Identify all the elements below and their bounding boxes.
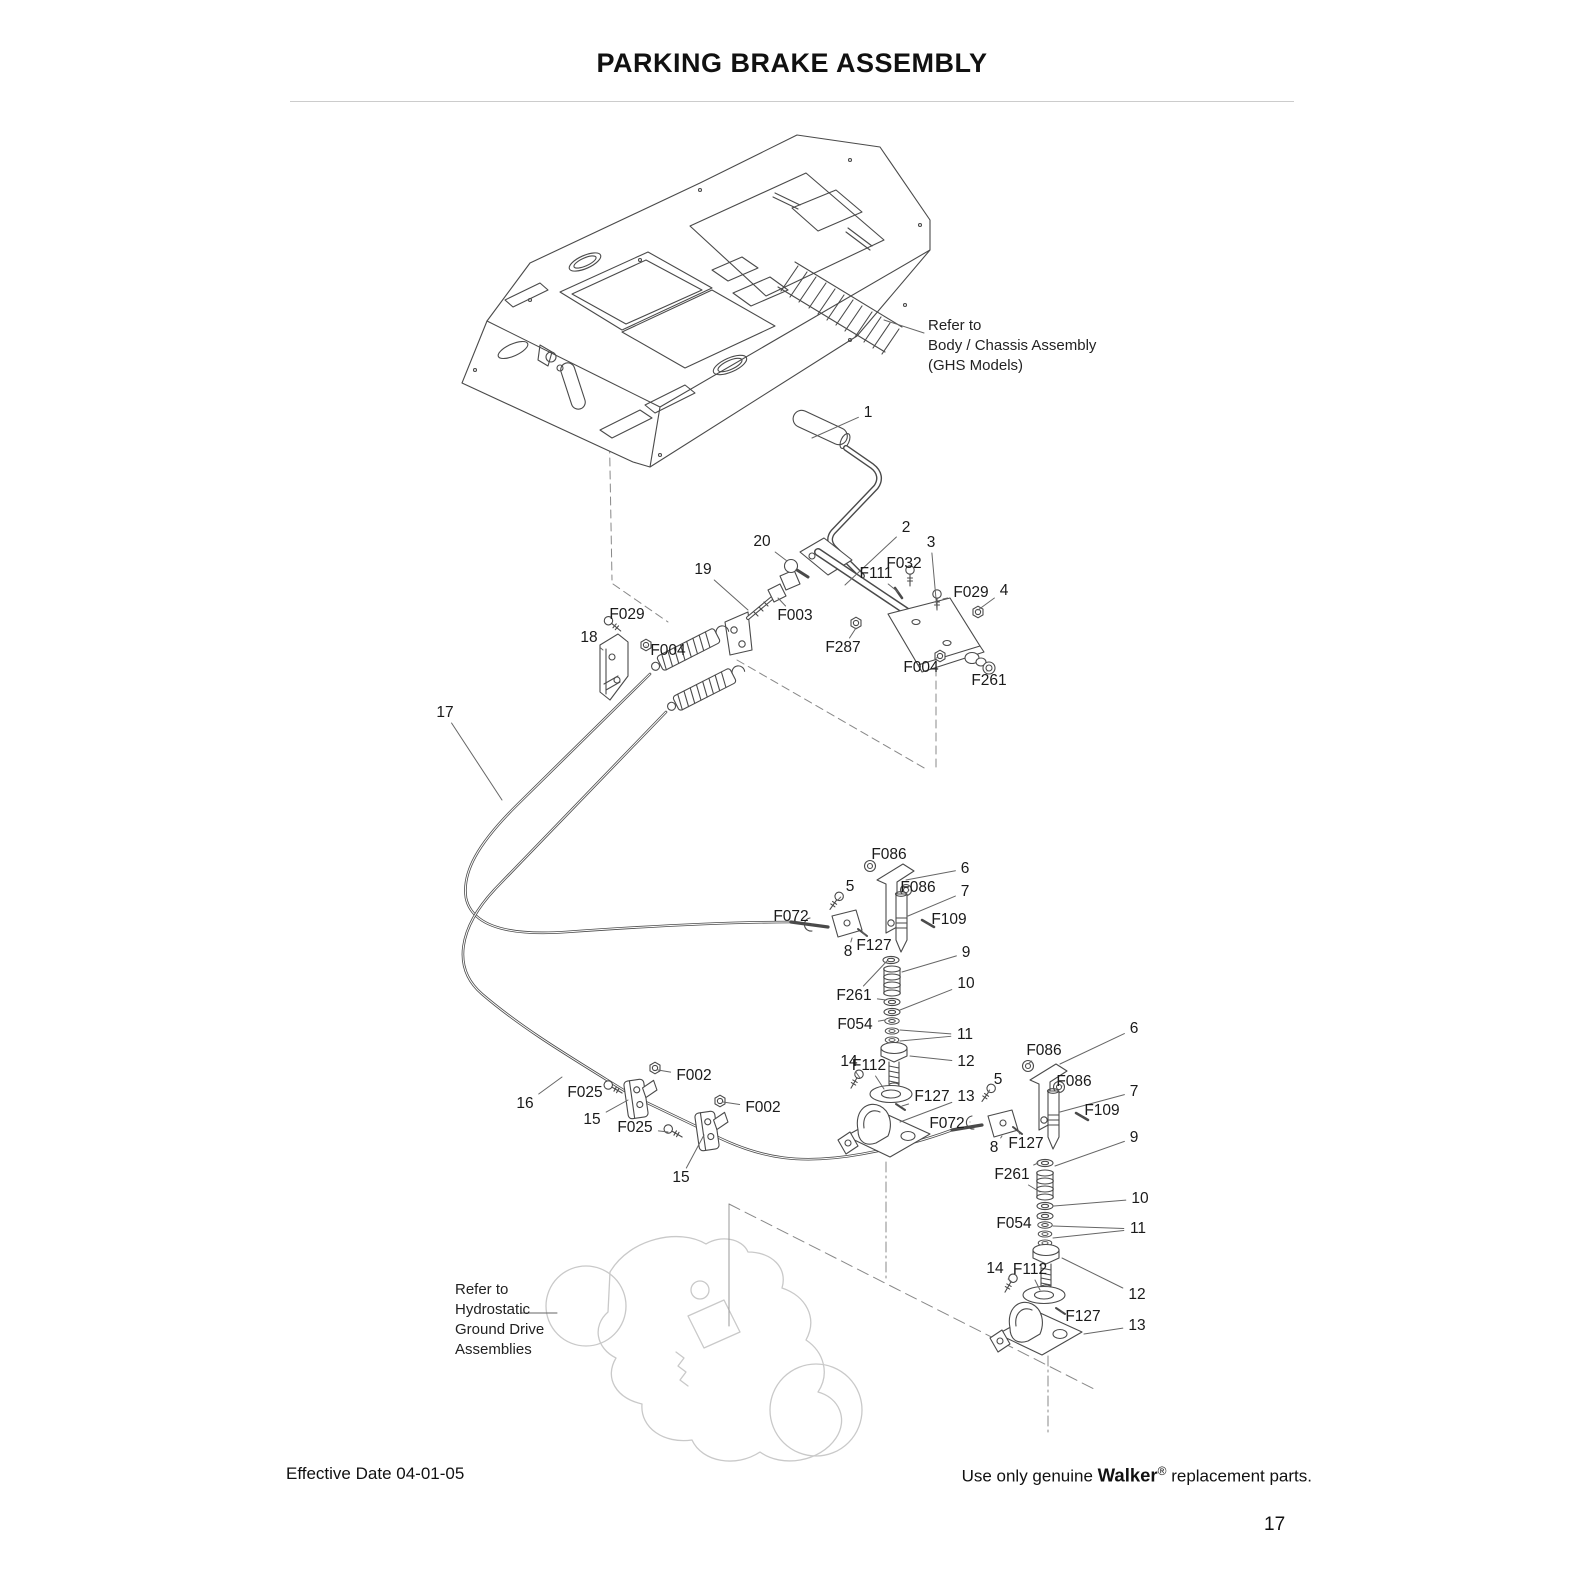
page-title: PARKING BRAKE ASSEMBLY [596,48,988,78]
part-callout-7: 7 [960,883,970,900]
part-callout-11: 11 [956,1026,974,1043]
part-callout-1: 1 [863,404,873,421]
part-callout-6: 6 [960,860,970,877]
part-callout-f287: F287 [825,639,861,656]
effective-date: Effective Date 04-01-05 [286,1464,465,1483]
part-callout-f127: F127 [1008,1135,1044,1152]
tractor-ghost-outline [546,1237,862,1461]
genuine-parts-note [962,1464,1312,1487]
genuine-parts-prefix: Use only genuine [961,1466,1098,1486]
part-callout-f002: F002 [745,1099,781,1116]
part-callout-13: 13 [1128,1317,1146,1334]
part-callout-16: 16 [516,1095,534,1112]
part-callout-f261: F261 [836,987,872,1004]
chassis-drawing [462,135,930,467]
part-callout-9: 9 [961,944,971,961]
part-callout-7: 7 [1129,1083,1139,1100]
part-callout-12: 12 [957,1053,975,1070]
part-callout-f086: F086 [1026,1042,1062,1059]
part-callout-f127: F127 [1065,1308,1101,1325]
reference-note-2: Refer to Hydrostatic Ground Drive Assemblies [455,1281,545,1358]
part-callout-11: 11 [1129,1220,1147,1237]
part-callout-6: 6 [1129,1020,1139,1037]
part-callout-f004: F004 [903,659,939,676]
cable-clamps [603,1062,732,1151]
part-callout-f109: F109 [931,911,967,928]
part-callout-15: 15 [583,1111,601,1128]
part-callout-f086: F086 [900,879,936,896]
part-callout-f111: F111 [859,565,893,582]
part-callout-5: 5 [845,878,855,895]
part-callout-f003: F003 [777,607,813,624]
part-callout-20: 20 [753,533,771,550]
reference-note-1: Refer to Body / Chassis Assembly (GHS Models) [928,317,1097,374]
page-number: 17 [1264,1514,1286,1535]
part-callout-f032: F032 [886,555,922,572]
part-callout-2: 2 [901,519,911,536]
part-callout-f072: F072 [773,908,809,925]
registered-mark: ® [1157,1464,1167,1478]
part-callout-3: 3 [926,534,936,551]
part-callout-f029: F029 [609,606,645,623]
part-callout-f127: F127 [856,937,892,954]
part-callout-9: 9 [1129,1129,1139,1146]
part-callout-10: 10 [1131,1190,1149,1207]
part-callout-f109: F109 [1084,1102,1120,1119]
middle-rod-assembly [804,861,934,1158]
part-callout-15: 15 [672,1169,690,1186]
part-callout-f054: F054 [837,1016,873,1033]
part-callout-f029: F029 [953,584,989,601]
part-callout-f025: F025 [617,1119,653,1136]
part-callout-14: 14 [840,1053,858,1070]
genuine-parts-suffix: replacement parts. [1166,1466,1312,1486]
part-callout-10: 10 [957,975,975,992]
part-callout-f025: F025 [567,1084,603,1101]
part-callout-17: 17 [436,704,454,721]
part-callout-f127: F127 [914,1088,950,1105]
part-callout-13: 13 [957,1088,975,1105]
brand-name: Walker [1097,1464,1158,1486]
part-callout-f002: F002 [676,1067,712,1084]
part-callout-f112: F112 [851,1057,887,1074]
part-callout-f086: F086 [871,846,907,863]
part-callout-f261: F261 [971,672,1007,689]
part-callout-f112: F112 [1012,1261,1048,1278]
part-callout-f054: F054 [996,1215,1032,1232]
part-callout-f086: F086 [1056,1073,1092,1090]
part-callout-5: 5 [993,1071,1003,1088]
part-callout-14: 14 [986,1260,1004,1277]
part-callout-18: 18 [580,629,598,646]
part-callout-f004: F004 [650,642,686,659]
part-callout-f261: F261 [994,1166,1030,1183]
part-callout-12: 12 [1128,1286,1146,1303]
part-callout-4: 4 [999,582,1009,599]
part-callout-19: 19 [694,561,712,578]
part-callout-8: 8 [843,943,853,960]
part-callout-8: 8 [989,1139,999,1156]
part-callout-f072: F072 [929,1115,965,1132]
